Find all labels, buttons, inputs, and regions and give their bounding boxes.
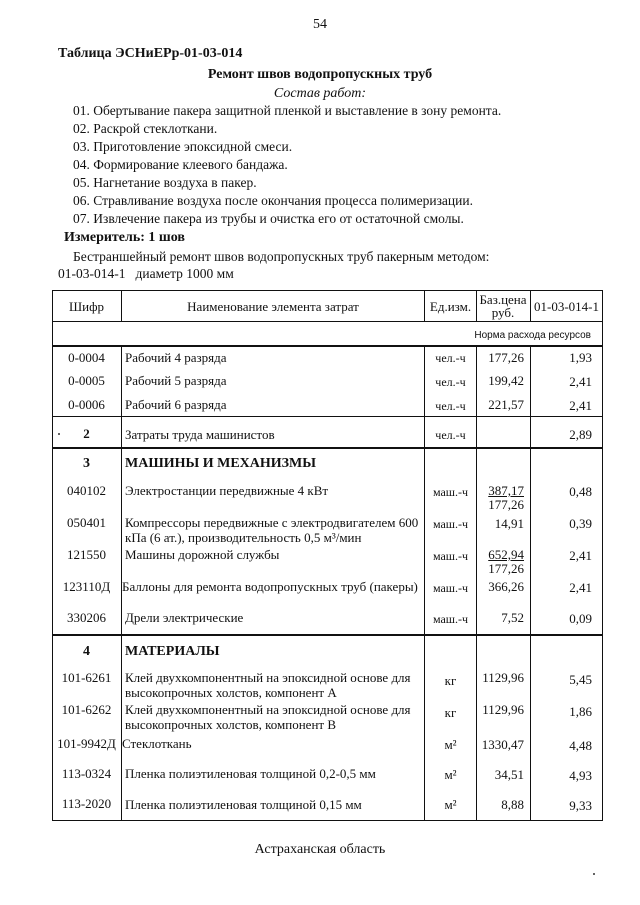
table-row-unit: маш.-ч — [432, 517, 469, 531]
page-number: 54 — [313, 17, 327, 32]
table-row-price: 221,57 — [488, 397, 524, 412]
table-row-value: 2,89 — [569, 427, 592, 442]
table-row-code: 123110Д — [62, 579, 111, 594]
table-row-value: 9,33 — [569, 798, 592, 813]
table-row-price-secondary: 177,26 — [488, 561, 524, 576]
table-row-price: 177,26 — [488, 350, 524, 365]
section-number: 3 — [83, 456, 90, 471]
header-code: Шифр — [69, 299, 104, 314]
table-row-value: 0,48 — [569, 484, 592, 499]
work-step: 07. Извлечение пакера из трубы и очистка его от остаточной смолы. — [73, 211, 464, 226]
item-line — [58, 266, 234, 282]
header-price: Баз.цена руб. — [479, 292, 527, 320]
table-row-code: 050401 — [67, 515, 106, 530]
header-unit: Ед.изм. — [429, 299, 472, 314]
header-name: Наименование элемента затрат — [187, 299, 359, 314]
table-row-unit: кг — [444, 673, 457, 688]
table-row-value: 2,41 — [569, 580, 592, 595]
table-row-value: 2,41 — [569, 374, 592, 389]
table-row-name: Клей двухкомпонентный на эпоксидной основе для высокопрочных холстов, компонент В — [125, 702, 411, 732]
table-row-name: Пленка полиэтиленовая толщиной 0,15 мм — [125, 797, 362, 812]
footer-region: Астраханская область — [254, 842, 386, 857]
item-code: 01-03-014-1 — [58, 266, 126, 281]
table-row-name: Рабочий 4 разряда — [125, 350, 227, 365]
table-row-unit: кг — [444, 705, 457, 720]
table-row-code: 0-0005 — [68, 373, 105, 388]
work-step: 01. Обертывание пакера защитной пленкой и выставление в зону ремонта. — [73, 103, 502, 118]
table-row-value: 1,86 — [569, 704, 592, 719]
table-row-value: 4,93 — [569, 768, 592, 783]
table-row-code: 330206 — [67, 610, 106, 625]
table-row-code: 0-0004 — [68, 350, 105, 365]
table-row-code: 0-0006 — [68, 397, 105, 412]
work-step: 03. Приготовление эпоксидной смеси. — [73, 139, 293, 154]
table-row-value: 2,41 — [569, 548, 592, 563]
work-step: 05. Нагнетание воздуха в пакер. — [73, 175, 257, 190]
table-row-code: 113-2020 — [61, 796, 112, 811]
table-row-price: 199,42 — [488, 373, 524, 388]
page-title: Ремонт швов водопропускных труб — [207, 67, 433, 82]
resource-table — [52, 290, 603, 821]
table-row-value: 1,93 — [569, 350, 592, 365]
table-row-name: Рабочий 6 разряда — [125, 397, 227, 412]
measure-unit: Измеритель: 1 шов — [64, 230, 185, 245]
work-composition-heading: Состав работ: — [273, 86, 367, 101]
table-row-price: 7,52 — [501, 610, 524, 625]
table-row-unit: маш.-ч — [432, 549, 469, 563]
work-step: 06. Стравливание воздуха после окончания процесса полимеризации. — [73, 193, 473, 208]
table-row-price: 366,26 — [488, 579, 524, 594]
table-row-name: Баллоны для ремонта водопропускных труб (пакеры) — [122, 579, 418, 594]
table-row-price: 1129,96 — [482, 702, 524, 717]
table-row-price: 8,88 — [501, 797, 524, 812]
table-row-price: 652,94 — [488, 547, 524, 562]
table-row-code: 121550 — [67, 547, 106, 562]
table-row-price: 1129,96 — [482, 670, 524, 685]
table-row-unit: маш.-ч — [432, 485, 469, 499]
table-row-name: Электростанции передвижные 4 кВт — [125, 483, 329, 498]
stray-dot-mark — [593, 873, 595, 875]
table-row-code: 113-0324 — [61, 766, 112, 781]
table-row-value: 5,45 — [569, 672, 592, 687]
table-row-value: 0,09 — [569, 611, 592, 626]
table-row-unit: м² — [444, 767, 457, 782]
table-row-name: Затраты труда машинистов — [125, 427, 275, 442]
section-title-materials: МАТЕРИАЛЫ — [125, 644, 220, 659]
table-row-unit: маш.-ч — [432, 581, 469, 595]
table-row-name: Компрессоры передвижные с электродвигателем 600 кПа (6 ат.), производительность 0,5 м³/мин — [125, 515, 419, 545]
table-row-price: 1330,47 — [481, 737, 524, 752]
table-row-code: 040102 — [67, 483, 106, 498]
work-step: 04. Формирование клеевого бандажа. — [73, 157, 288, 172]
section-number: 4 — [83, 644, 90, 659]
table-row-unit: чел.-ч — [435, 351, 466, 365]
table-row-code: 101-6261 — [61, 670, 112, 685]
section-title-machines: МАШИНЫ И МЕХАНИЗМЫ — [125, 456, 317, 471]
table-row-name: Пленка полиэтиленовая толщиной 0,2-0,5 мм — [125, 766, 376, 781]
table-code: Таблица ЭСНиЕРр-01-03-014 — [58, 46, 243, 61]
table-row-unit: чел.-ч — [435, 428, 466, 442]
work-step: 02. Раскрой стеклоткани. — [73, 121, 218, 136]
table-row-unit: маш.-ч — [432, 612, 469, 626]
table-row-price-secondary: 177,26 — [488, 497, 524, 512]
table-row-name: Стеклоткань — [122, 736, 192, 751]
table-row-code: 101-6262 — [61, 702, 112, 717]
table-row-code: 2 — [83, 426, 90, 441]
table-row-name: Рабочий 5 разряда — [125, 373, 227, 388]
table-row-value: 0,39 — [569, 516, 592, 531]
item-description: диаметр 1000 мм — [135, 266, 234, 281]
table-row-name: Машины дорожной службы — [125, 547, 280, 562]
table-row-unit: чел.-ч — [435, 375, 466, 389]
table-row-price: 34,51 — [494, 767, 524, 782]
table-row-unit: м² — [444, 737, 457, 752]
table-row-unit: м² — [444, 797, 457, 812]
table-row-code: 101-9942Д — [57, 736, 116, 751]
table-row-price: 14,91 — [494, 516, 524, 531]
method-description: Бестраншейный ремонт швов водопропускных труб пакерным методом: — [73, 249, 490, 264]
norm-caption: Норма расхода ресурсов — [474, 330, 591, 341]
table-row-price: 387,17 — [488, 483, 524, 498]
table-row-value: 4,48 — [569, 738, 592, 753]
table-row-value: 2,41 — [569, 398, 592, 413]
table-row-name: Дрели электрические — [125, 610, 244, 625]
table-row-name: Клей двухкомпонентный на эпоксидной основе для высокопрочных холстов, компонент А — [125, 670, 411, 700]
table-row-unit: чел.-ч — [435, 399, 466, 413]
header-norm-column: 01-03-014-1 — [534, 299, 599, 314]
